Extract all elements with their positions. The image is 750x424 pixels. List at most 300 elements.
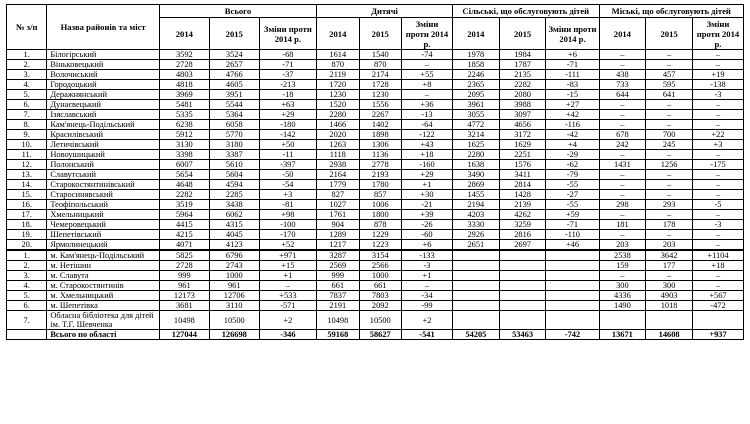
urban-change: -472 xyxy=(692,301,743,311)
total-change: -571 xyxy=(259,301,316,311)
total-2015: 2743 xyxy=(209,261,259,271)
rural-2014: 1858 xyxy=(452,60,499,70)
rural-2015: 2814 xyxy=(499,180,546,190)
urban-2014: – xyxy=(599,271,646,281)
rural-change: -29 xyxy=(546,150,599,160)
urban-change: +19 xyxy=(692,70,743,80)
children-2014: 827 xyxy=(317,190,359,200)
urban-2015: 3642 xyxy=(646,250,693,261)
total-change: -213 xyxy=(259,80,316,90)
table-row xyxy=(7,160,744,170)
children-2015: 1800 xyxy=(359,210,401,220)
rural-2014 xyxy=(452,271,499,281)
total-2014: 3398 xyxy=(159,150,209,160)
urban-2014: 298 xyxy=(599,200,646,210)
row-name: Віньковецький xyxy=(47,60,160,70)
header-change: Зміни проти 2014 р. xyxy=(401,18,452,50)
children-2014: 1614 xyxy=(317,50,359,60)
total-2015: 126698 xyxy=(209,330,259,340)
rural-change: -42 xyxy=(546,130,599,140)
urban-2014: – xyxy=(599,60,646,70)
header-2014: 2014 xyxy=(159,18,209,50)
urban-change: -138 xyxy=(692,80,743,90)
rural-2015: 3097 xyxy=(499,110,546,120)
total-2014: 5825 xyxy=(159,250,209,261)
rural-2014: 2926 xyxy=(452,230,499,240)
rural-2015: 3411 xyxy=(499,170,546,180)
total-2015: 4315 xyxy=(209,220,259,230)
children-change: +43 xyxy=(401,140,452,150)
row-name: Хмельницький xyxy=(47,210,160,220)
urban-2015: – xyxy=(646,170,693,180)
children-2015: 2092 xyxy=(359,301,401,311)
total-2015: 4605 xyxy=(209,80,259,90)
header-group-rural: Сільські, що обслуговують дітей xyxy=(452,5,599,18)
total-2015: 3951 xyxy=(209,90,259,100)
row-name: Теофіпольський xyxy=(47,200,160,210)
total-2014: 4215 xyxy=(159,230,209,240)
table-row xyxy=(7,311,744,330)
row-number: 15. xyxy=(7,190,47,200)
total-change: +3 xyxy=(259,190,316,200)
total-2015: 3387 xyxy=(209,150,259,160)
rural-2014 xyxy=(452,291,499,301)
table-body xyxy=(7,50,744,340)
row-number: 1. xyxy=(7,250,47,261)
children-2014: 2191 xyxy=(317,301,359,311)
total-2014: 4415 xyxy=(159,220,209,230)
rural-2015 xyxy=(499,301,546,311)
total-2015: 1000 xyxy=(209,271,259,281)
total-2014: 6007 xyxy=(159,160,209,170)
row-name: Красилівський xyxy=(47,130,160,140)
urban-2015: 178 xyxy=(646,220,693,230)
children-change: +55 xyxy=(401,70,452,80)
children-2014: 1761 xyxy=(317,210,359,220)
children-change: -74 xyxy=(401,50,452,60)
row-number: 2. xyxy=(7,261,47,271)
row-name: Полонський xyxy=(47,160,160,170)
total-change: +98 xyxy=(259,210,316,220)
rural-2015: 1576 xyxy=(499,160,546,170)
row-name: Славутський xyxy=(47,170,160,180)
row-number: 9. xyxy=(7,130,47,140)
urban-2014: 4336 xyxy=(599,291,646,301)
children-2014: 2164 xyxy=(317,170,359,180)
children-2014: 1779 xyxy=(317,180,359,190)
table-row xyxy=(7,80,744,90)
urban-change xyxy=(692,311,743,330)
children-change: +1 xyxy=(401,271,452,281)
rural-change xyxy=(546,261,599,271)
children-change: -3 xyxy=(401,261,452,271)
row-number: 2. xyxy=(7,60,47,70)
urban-change: – xyxy=(692,190,743,200)
rural-2014: 3330 xyxy=(452,220,499,230)
total-change: -397 xyxy=(259,160,316,170)
urban-2014: 13671 xyxy=(599,330,646,340)
total-2015: 12706 xyxy=(209,291,259,301)
row-number: 11. xyxy=(7,150,47,160)
total-2014: 12173 xyxy=(159,291,209,301)
urban-2014: – xyxy=(599,230,646,240)
children-change: -122 xyxy=(401,130,452,140)
table-row xyxy=(7,110,744,120)
children-2015: 2566 xyxy=(359,261,401,271)
urban-2015: – xyxy=(646,50,693,60)
children-change: -133 xyxy=(401,250,452,261)
rural-2015: 1629 xyxy=(499,140,546,150)
total-2014: 3969 xyxy=(159,90,209,100)
total-change: +533 xyxy=(259,291,316,301)
total-change: -18 xyxy=(259,90,316,100)
rural-2014: 1455 xyxy=(452,190,499,200)
total-2015: 5604 xyxy=(209,170,259,180)
row-number: 5. xyxy=(7,291,47,301)
urban-change: +18 xyxy=(692,261,743,271)
urban-change: +567 xyxy=(692,291,743,301)
row-name: Волочиський xyxy=(47,70,160,80)
urban-change: +1104 xyxy=(692,250,743,261)
rural-2014 xyxy=(452,301,499,311)
row-name: м. Старокостянтинів xyxy=(47,281,160,291)
children-2015: 2174 xyxy=(359,70,401,80)
table-row xyxy=(7,90,744,100)
children-2014: 1289 xyxy=(317,230,359,240)
rural-2015: 1787 xyxy=(499,60,546,70)
children-change: -64 xyxy=(401,120,452,130)
row-number: 7. xyxy=(7,110,47,120)
children-2015: 1556 xyxy=(359,100,401,110)
total-2015: 3180 xyxy=(209,140,259,150)
table-row xyxy=(7,271,744,281)
rural-change xyxy=(546,301,599,311)
urban-2015: 177 xyxy=(646,261,693,271)
total-change: -81 xyxy=(259,200,316,210)
total-change: +52 xyxy=(259,240,316,251)
rural-2014: 2095 xyxy=(452,90,499,100)
urban-change: +937 xyxy=(692,330,743,340)
rural-2014: 3055 xyxy=(452,110,499,120)
urban-2015: 641 xyxy=(646,90,693,100)
header-2015: 2015 xyxy=(499,18,546,50)
row-name: Старокостянтинівський xyxy=(47,180,160,190)
rural-2014: 2651 xyxy=(452,240,499,251)
row-name: Чемеровецький xyxy=(47,220,160,230)
row-number: 12. xyxy=(7,160,47,170)
children-change: – xyxy=(401,281,452,291)
table-row xyxy=(7,301,744,311)
rural-change: -71 xyxy=(546,220,599,230)
urban-2015: 1256 xyxy=(646,160,693,170)
children-change: +6 xyxy=(401,240,452,251)
urban-2014: 733 xyxy=(599,80,646,90)
urban-2015: – xyxy=(646,120,693,130)
row-number: 19. xyxy=(7,230,47,240)
table-row xyxy=(7,170,744,180)
row-number: 4. xyxy=(7,80,47,90)
children-2014: 870 xyxy=(317,60,359,70)
total-change: +63 xyxy=(259,100,316,110)
total-change: -180 xyxy=(259,120,316,130)
urban-2014: – xyxy=(599,100,646,110)
header-change: Зміни проти 2014 р. xyxy=(692,18,743,50)
children-2014: 1720 xyxy=(317,80,359,90)
row-number: 18. xyxy=(7,220,47,230)
rural-change: +27 xyxy=(546,100,599,110)
total-2014: 3681 xyxy=(159,301,209,311)
children-change: -34 xyxy=(401,291,452,301)
rural-2015: 3259 xyxy=(499,220,546,230)
table-row xyxy=(7,120,744,130)
children-2014: 999 xyxy=(317,271,359,281)
total-2015: 6796 xyxy=(209,250,259,261)
total-2014: 5964 xyxy=(159,210,209,220)
urban-2014: 1431 xyxy=(599,160,646,170)
row-number: 20. xyxy=(7,240,47,251)
document-page xyxy=(6,4,744,340)
urban-2015: 203 xyxy=(646,240,693,251)
rural-2014: 2246 xyxy=(452,70,499,80)
total-2015: 6058 xyxy=(209,120,259,130)
total-2015: 4045 xyxy=(209,230,259,240)
total-change: +2 xyxy=(259,311,316,330)
urban-2014: 2538 xyxy=(599,250,646,261)
children-2015: 1006 xyxy=(359,200,401,210)
total-2014: 961 xyxy=(159,281,209,291)
urban-2015: 245 xyxy=(646,140,693,150)
header-group-children: Дитячі xyxy=(317,5,453,18)
rural-change: +46 xyxy=(546,240,599,251)
total-2015: 2285 xyxy=(209,190,259,200)
urban-2014: – xyxy=(599,120,646,130)
children-2015: 7803 xyxy=(359,291,401,301)
children-2014: 1466 xyxy=(317,120,359,130)
urban-2015: – xyxy=(646,180,693,190)
rural-2014: 3961 xyxy=(452,100,499,110)
rural-change: -111 xyxy=(546,70,599,80)
row-name: м. Нетішин xyxy=(47,261,160,271)
table-row xyxy=(7,250,744,261)
rural-change: +6 xyxy=(546,50,599,60)
row-name: Кам'янець-Подільський xyxy=(47,120,160,130)
children-2015: 661 xyxy=(359,281,401,291)
rural-2015 xyxy=(499,250,546,261)
rural-2014 xyxy=(452,281,499,291)
rural-change: -71 xyxy=(546,60,599,70)
urban-change: – xyxy=(692,110,743,120)
total-2015: 4766 xyxy=(209,70,259,80)
total-change: -68 xyxy=(259,50,316,60)
total-2015: 3438 xyxy=(209,200,259,210)
children-2014: 1263 xyxy=(317,140,359,150)
rural-change: -62 xyxy=(546,160,599,170)
row-number: 8. xyxy=(7,120,47,130)
urban-change: -3 xyxy=(692,220,743,230)
urban-change: +22 xyxy=(692,130,743,140)
total-change: -71 xyxy=(259,60,316,70)
total-2014: 5654 xyxy=(159,170,209,180)
rural-change: -742 xyxy=(546,330,599,340)
row-name: Білогірський xyxy=(47,50,160,60)
rural-change: -83 xyxy=(546,80,599,90)
urban-2015: – xyxy=(646,190,693,200)
total-2014: 5335 xyxy=(159,110,209,120)
rural-2015: 2139 xyxy=(499,200,546,210)
rural-2014 xyxy=(452,311,499,330)
total-2015: 10500 xyxy=(209,311,259,330)
children-2015: 1780 xyxy=(359,180,401,190)
urban-2014: 242 xyxy=(599,140,646,150)
row-name: Шепетівський xyxy=(47,230,160,240)
children-change: -21 xyxy=(401,200,452,210)
urban-2014: – xyxy=(599,50,646,60)
urban-change: – xyxy=(692,170,743,180)
children-change: -160 xyxy=(401,160,452,170)
table-row xyxy=(7,150,744,160)
children-2015: 1898 xyxy=(359,130,401,140)
total-change: -37 xyxy=(259,70,316,80)
table-row xyxy=(7,60,744,70)
rural-change xyxy=(546,250,599,261)
children-change: -60 xyxy=(401,230,452,240)
urban-2015: 300 xyxy=(646,281,693,291)
rural-2014: 2365 xyxy=(452,80,499,90)
rural-2014: 1625 xyxy=(452,140,499,150)
children-2015: 1223 xyxy=(359,240,401,251)
rural-change: -55 xyxy=(546,180,599,190)
rural-2015: 2816 xyxy=(499,230,546,240)
row-name: Летичівський xyxy=(47,140,160,150)
children-2014: 1230 xyxy=(317,90,359,100)
children-2014: 10498 xyxy=(317,311,359,330)
rural-change: -27 xyxy=(546,190,599,200)
children-change: +30 xyxy=(401,190,452,200)
table-row xyxy=(7,100,744,110)
total-change: +971 xyxy=(259,250,316,261)
urban-change: – xyxy=(692,180,743,190)
total-2014: 3130 xyxy=(159,140,209,150)
rural-2015 xyxy=(499,291,546,301)
children-change: -99 xyxy=(401,301,452,311)
rural-change: -79 xyxy=(546,170,599,180)
total-2014: 3519 xyxy=(159,200,209,210)
children-2014: 1118 xyxy=(317,150,359,160)
header-change: Зміни проти 2014 р. xyxy=(259,18,316,50)
row-name: Обласна бібліотека для дітей ім. Т.Г. Шевченка xyxy=(47,311,160,330)
rural-2014 xyxy=(452,250,499,261)
urban-2015: – xyxy=(646,100,693,110)
table-row xyxy=(7,210,744,220)
children-change: +36 xyxy=(401,100,452,110)
urban-2014: 1490 xyxy=(599,301,646,311)
rural-2014: 1638 xyxy=(452,160,499,170)
children-change: – xyxy=(401,60,452,70)
rural-2015: 4262 xyxy=(499,210,546,220)
rural-2014 xyxy=(452,261,499,271)
rural-change xyxy=(546,281,599,291)
header-num: № з/п xyxy=(7,5,47,50)
children-2015: 2267 xyxy=(359,110,401,120)
total-2014: 2728 xyxy=(159,60,209,70)
header-2014: 2014 xyxy=(452,18,499,50)
library-stats-table xyxy=(6,4,744,340)
urban-2014 xyxy=(599,311,646,330)
children-change: +2 xyxy=(401,311,452,330)
children-change: +8 xyxy=(401,80,452,90)
children-2014: 2938 xyxy=(317,160,359,170)
header-group-total: Всього xyxy=(159,5,316,18)
rural-2015: 3172 xyxy=(499,130,546,140)
children-2015: 1540 xyxy=(359,50,401,60)
total-change: -142 xyxy=(259,130,316,140)
total-2015: 5770 xyxy=(209,130,259,140)
table-row xyxy=(7,130,744,140)
row-number: 14. xyxy=(7,180,47,190)
row-name: Всього по області xyxy=(47,330,160,340)
urban-change: – xyxy=(692,150,743,160)
urban-2015: – xyxy=(646,110,693,120)
urban-2015: 14608 xyxy=(646,330,693,340)
rural-change: -116 xyxy=(546,120,599,130)
row-number: 17. xyxy=(7,210,47,220)
children-2015: 2193 xyxy=(359,170,401,180)
total-2015: 3524 xyxy=(209,50,259,60)
children-change: -13 xyxy=(401,110,452,120)
row-number: 13. xyxy=(7,170,47,180)
header-2014: 2014 xyxy=(599,18,646,50)
rural-2015: 2697 xyxy=(499,240,546,251)
table-header xyxy=(7,5,744,50)
total-2015: 5364 xyxy=(209,110,259,120)
rural-change: -55 xyxy=(546,200,599,210)
urban-change: – xyxy=(692,230,743,240)
rural-2015: 2135 xyxy=(499,70,546,80)
total-change: – xyxy=(259,281,316,291)
children-2014: 2020 xyxy=(317,130,359,140)
rural-2014: 4772 xyxy=(452,120,499,130)
urban-2015: – xyxy=(646,230,693,240)
children-2014: 3287 xyxy=(317,250,359,261)
children-2015: 1306 xyxy=(359,140,401,150)
row-number xyxy=(7,330,47,340)
urban-2014: – xyxy=(599,110,646,120)
urban-change: -175 xyxy=(692,160,743,170)
children-change: +1 xyxy=(401,180,452,190)
urban-change: – xyxy=(692,240,743,251)
urban-change: – xyxy=(692,120,743,130)
children-change: +29 xyxy=(401,170,452,180)
total-2015: 4123 xyxy=(209,240,259,251)
row-number: 6. xyxy=(7,100,47,110)
urban-2014: 438 xyxy=(599,70,646,80)
children-2015: 10500 xyxy=(359,311,401,330)
row-name: Ярмолинецький xyxy=(47,240,160,251)
rural-change: -110 xyxy=(546,230,599,240)
children-2014: 2280 xyxy=(317,110,359,120)
urban-change: – xyxy=(692,60,743,70)
children-2014: 1520 xyxy=(317,100,359,110)
row-number: 10. xyxy=(7,140,47,150)
rural-2015 xyxy=(499,271,546,281)
row-number: 16. xyxy=(7,200,47,210)
total-2014: 3592 xyxy=(159,50,209,60)
total-2014: 2728 xyxy=(159,261,209,271)
row-number: 3. xyxy=(7,271,47,281)
table-row xyxy=(7,200,744,210)
total-change: -54 xyxy=(259,180,316,190)
row-number: 4. xyxy=(7,281,47,291)
